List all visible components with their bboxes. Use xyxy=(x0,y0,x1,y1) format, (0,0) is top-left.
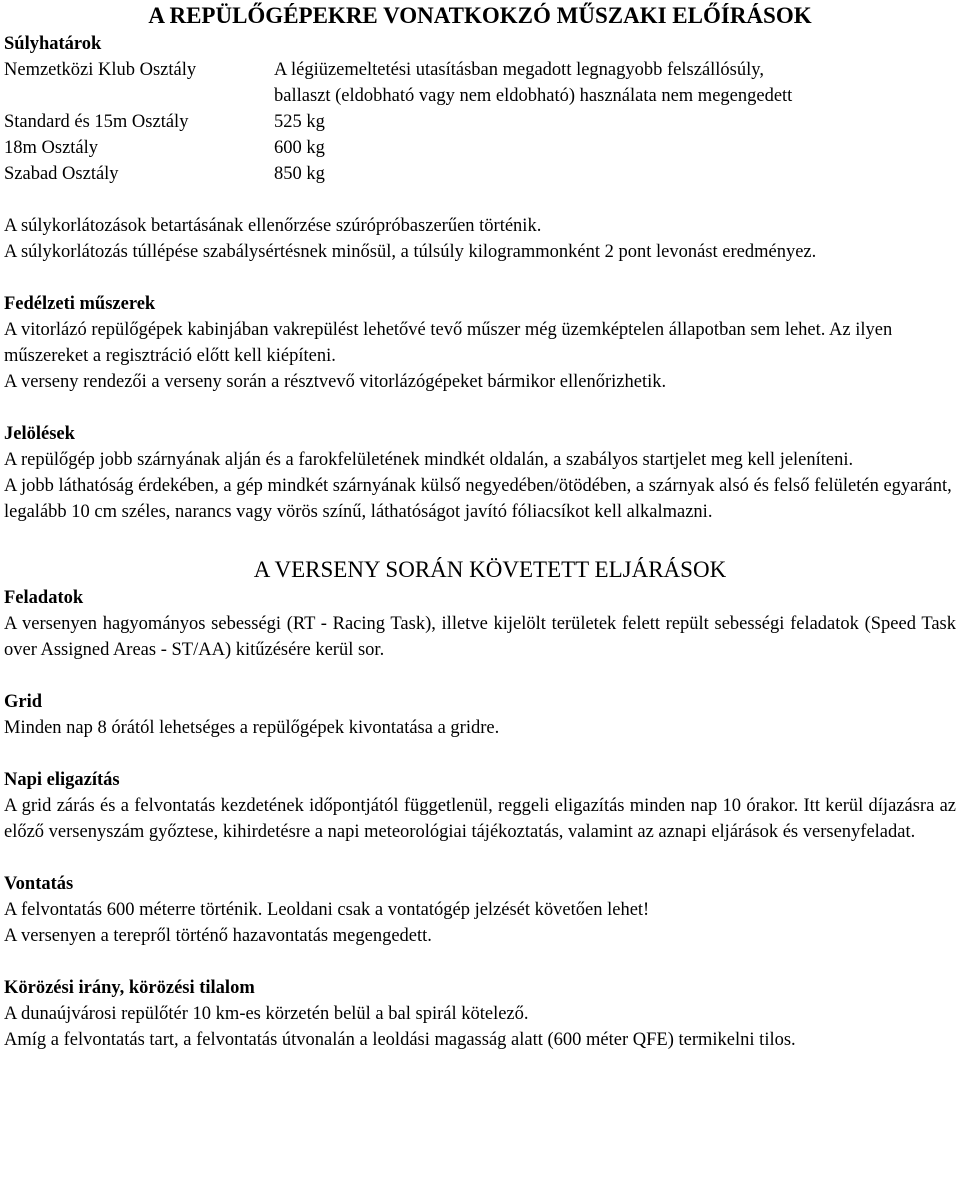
section-heading: Jelölések xyxy=(4,424,75,444)
section-heading: Grid xyxy=(4,692,43,712)
weight-row-value-line: ballaszt (eldobható vagy nem eldobható) használata nem megengedett xyxy=(274,86,793,106)
section-title: A VERSENY SORÁN KÖVETETT ELJÁRÁSOK xyxy=(253,557,727,582)
weight-row-label: Nemzetközi Klub Osztály xyxy=(4,60,197,80)
paragraph: A dunaújvárosi repülőtér 10 km-es körzetén belül a bal spirál kötelező. xyxy=(4,1004,529,1024)
weight-row-label: Szabad Osztály xyxy=(4,164,119,184)
weight-heading: Súlyhatárok xyxy=(4,34,102,54)
weight-row-label: Standard és 15m Osztály xyxy=(4,112,189,132)
paragraph: A felvontatás 600 méterre történik. Leoldani csak a vontatógép jelzését követően lehet! xyxy=(4,900,650,920)
weight-row-value: 525 kg xyxy=(274,112,325,132)
section-heading: Körözési irány, körözési tilalom xyxy=(4,978,255,998)
page-title: A REPÜLŐGÉPEKRE VONATKOKZÓ MŰSZAKI ELŐÍRÁSOK xyxy=(148,3,812,28)
weight-row-value-line: A légiüzemeltetési utasításban megadott legnagyobb felszállósúly, xyxy=(274,60,764,80)
paragraph: A grid zárás és a felvontatás kezdetének időpontjától függetlenül, reggeli eligazítás minden nap 10 órakor. Itt kerül díjazásra az előző versenyszám győztese, kihirdetésre a napi meteorológiai tájékoztatás, valamint az aznapi eljárások és versenyfeladat. xyxy=(4,796,956,842)
paragraph: A versenyen hagyományos sebességi (RT - Racing Task), illetve kijelölt területek felett repült sebességi feladatok (Speed Task over Assigned Areas - ST/AA) kitűzésére kerül sor. xyxy=(4,614,956,660)
weight-row-value: 850 kg xyxy=(274,164,325,184)
document-page xyxy=(4,0,956,1053)
section-heading: Vontatás xyxy=(4,874,74,894)
weight-row-label: 18m Osztály xyxy=(4,138,99,158)
weight-row xyxy=(4,57,956,109)
paragraph: Minden nap 8 órától lehetséges a repülőgépek kivontatása a gridre. xyxy=(4,718,500,738)
paragraph: A versenyen a terepről történő hazavontatás megengedett. xyxy=(4,926,432,946)
weight-row-value xyxy=(274,57,956,109)
paragraph: Amíg a felvontatás tart, a felvontatás útvonalán a leoldási magasság alatt (600 méter QFE) termikelni tilos. xyxy=(4,1030,796,1050)
section-heading: Napi eligazítás xyxy=(4,770,120,790)
section-heading: Fedélzeti műszerek xyxy=(4,294,156,314)
paragraph: A vitorlázó repülőgépek kabinjában vakrepülést lehetővé tevő műszer még üzemképtelen állapotban sem lehet. Az ilyen műszereket a regisztráció előtt kell kiépíteni. xyxy=(4,320,893,366)
paragraph: A repülőgép jobb szárnyának alján és a farokfelületének mindkét oldalán, a szabályos startjelet meg kell jeleníteni. xyxy=(4,450,854,470)
weight-row xyxy=(4,109,956,135)
weight-row xyxy=(4,161,956,187)
weight-row xyxy=(4,135,956,161)
paragraph: A verseny rendezői a verseny során a résztvevő vitorlázógépeket bármikor ellenőrizhetik. xyxy=(4,372,667,392)
weight-row-value: 600 kg xyxy=(274,138,325,158)
paragraph: A jobb láthatóság érdekében, a gép mindkét szárnyának külső negyedében/ötödében, a szárnyak alsó és felső felületén egyaránt, legalább 10 cm széles, narancs vagy vörös színű, láthatóságot javító fóliacsíkot kell alkalmazni. xyxy=(4,476,952,522)
section-heading: Feladatok xyxy=(4,588,84,608)
paragraph: A súlykorlátozások betartásának ellenőrzése szúrópróbaszerűen történik. xyxy=(4,216,542,236)
paragraph: A súlykorlátozás túllépése szabálysértésnek minősül, a túlsúly kilogrammonként 2 pont levonást eredményez. xyxy=(4,242,817,262)
